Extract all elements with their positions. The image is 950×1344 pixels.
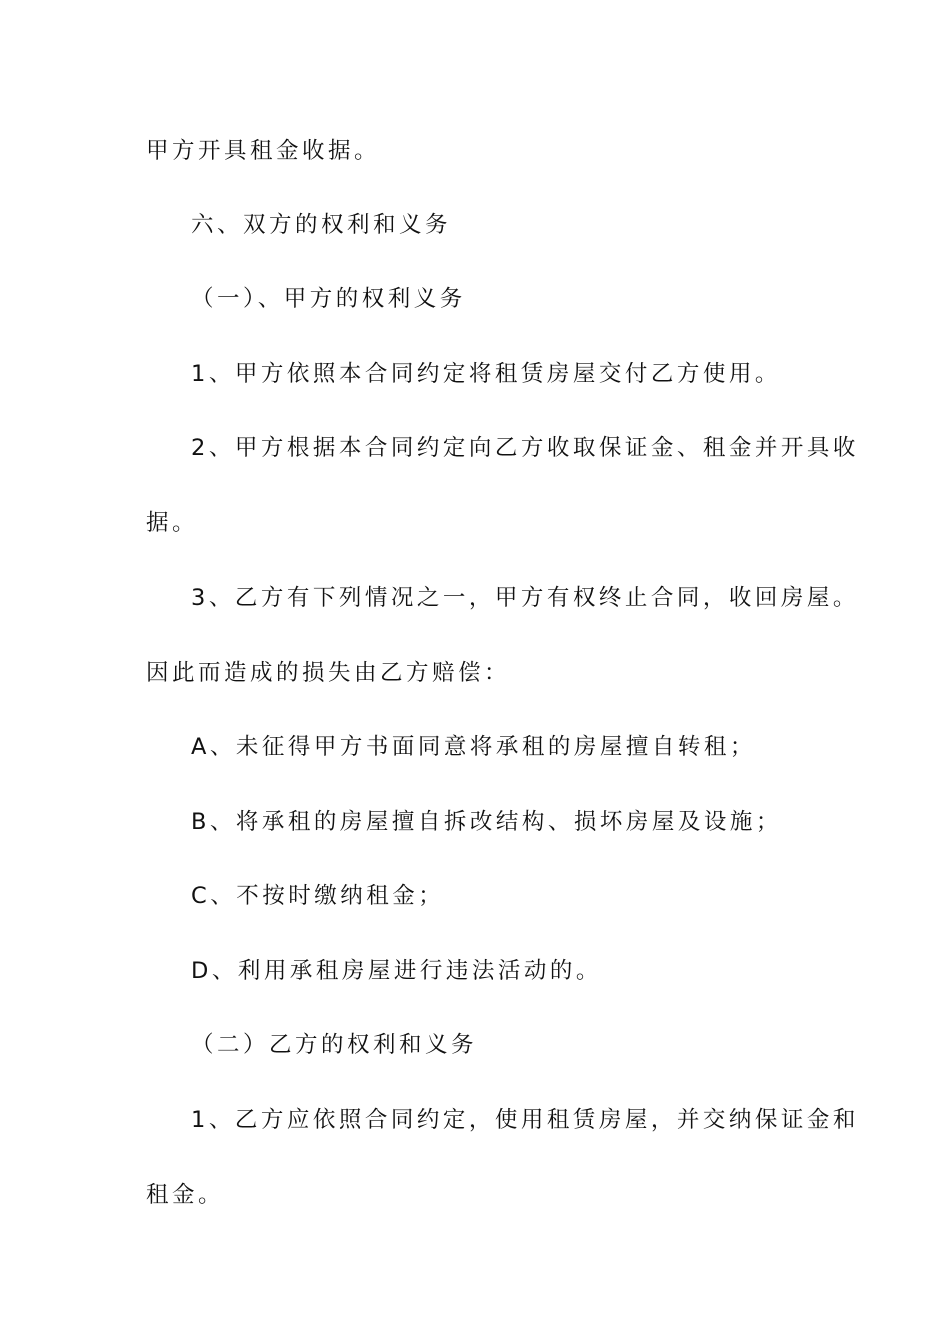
- paragraph-line: 租金。: [146, 1182, 225, 1208]
- subsection-heading: （一）、甲方的权利义务: [191, 286, 466, 312]
- list-item: A、未征得甲方书面同意将承租的房屋擅自转租；: [191, 734, 756, 760]
- paragraph-line: 据。: [146, 510, 199, 536]
- list-item: C、不按时缴纳租金；: [191, 883, 445, 909]
- list-item: D、利用承租房屋进行违法活动的。: [191, 958, 602, 984]
- paragraph-line: 1、甲方依照本合同约定将租赁房屋交付乙方使用。: [191, 361, 781, 387]
- list-item: B、将承租的房屋擅自拆改结构、损坏房屋及设施；: [191, 809, 782, 835]
- paragraph-line: 因此而造成的损失由乙方赔偿：: [146, 660, 511, 686]
- section-heading: 六、双方的权利和义务: [191, 212, 452, 238]
- paragraph-line: 2、甲方根据本合同约定向乙方收取保证金、租金并开具收: [191, 435, 859, 461]
- subsection-heading: （二）乙方的权利和义务: [191, 1032, 478, 1058]
- paragraph-line: 甲方开具租金收据。: [146, 138, 381, 164]
- paragraph-line: 1、乙方应依照合同约定，使用租赁房屋，并交纳保证金和: [191, 1107, 859, 1133]
- paragraph-line: 3、乙方有下列情况之一，甲方有权终止合同，收回房屋。: [191, 585, 859, 611]
